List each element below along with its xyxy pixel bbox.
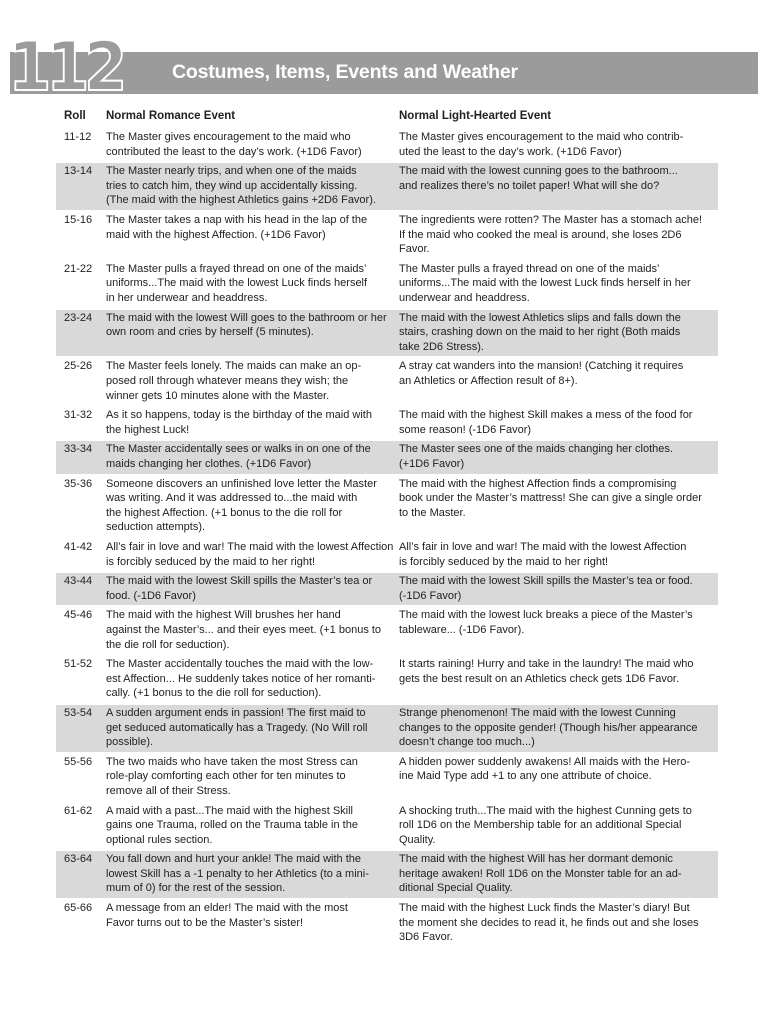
text-line: the highest Affection. (+1 bonus to the die roll for — [106, 506, 343, 519]
romance-event — [106, 359, 361, 403]
roll-range: 21-22 — [64, 262, 93, 275]
text-line: A hidden power suddenly awakens! All maids with the Hero- — [399, 755, 691, 768]
text-line: The Master pulls a frayed thread on one of the maids’ — [106, 262, 367, 275]
roll-range: 63-64 — [64, 853, 93, 866]
roll-range: 35-36 — [64, 477, 93, 490]
text-line: tries to catch him, they wind up accidentally kissing. — [106, 179, 358, 192]
text-line: changes to the opposite gender! (Though his/her appearance — [399, 721, 698, 734]
light-hearted-event — [399, 706, 697, 750]
text-line: The two maids who have taken the most Stress can — [106, 755, 358, 768]
light-hearted-event — [399, 755, 690, 784]
text-line: The maid with the highest Luck finds the Master’s diary! But — [399, 902, 690, 915]
romance-event — [106, 804, 358, 848]
text-line: est Affection... He suddenly takes notice of her romanti- — [106, 672, 376, 685]
table-row — [56, 539, 718, 571]
roll-range: 13-14 — [64, 165, 93, 178]
text-line: against the Master’s... and their eyes meet. (+1 bonus to — [106, 623, 382, 636]
table-row — [56, 607, 718, 654]
text-line: If the maid who cooked the meal is around, she loses 2D6 — [399, 228, 682, 241]
text-line: The Master gives encouragement to the maid who — [106, 131, 351, 143]
text-line: 3D6 Favor. — [399, 931, 453, 944]
text-line: ine Maid Type add +1 to any one attribute of choice. — [399, 770, 652, 783]
text-line: The maid with the highest Affection finds a compromising — [399, 477, 677, 490]
light-hearted-event — [399, 442, 673, 471]
text-line: stairs, crashing down on the maid to her right (Both maids — [399, 326, 681, 339]
text-line: and realizes there’s no toilet paper! What will she do? — [399, 179, 660, 192]
text-line: (The maid with the highest Athletics gains +2D6 Favor). — [106, 194, 376, 207]
text-line: A message from an elder! The maid with the most — [106, 902, 348, 915]
text-line: the moment she decides to read it, he finds out and she loses — [399, 916, 699, 929]
light-hearted-event — [399, 804, 692, 848]
text-line: an Athletics or Affection result of 8+). — [399, 374, 578, 387]
roll-range: 45-46 — [64, 609, 93, 622]
text-line: seduction attempts). — [106, 521, 206, 534]
table-row — [56, 803, 718, 850]
light-hearted-event — [399, 477, 702, 521]
romance-event — [106, 608, 381, 652]
table-row — [56, 129, 718, 161]
table-row — [56, 358, 718, 405]
text-line: ditional Special Quality. — [399, 882, 513, 895]
text-line: All’s fair in love and war! The maid with the lowest Affection — [399, 540, 687, 553]
romance-event — [106, 164, 376, 208]
text-line: roll 1D6 on the Membership table for an additional Special — [399, 819, 682, 832]
text-line: The maid with the lowest luck breaks a piece of the Master’s — [399, 609, 693, 622]
romance-event — [106, 477, 377, 535]
romance-event — [106, 442, 371, 471]
text-line: The Master gives encouragement to the maid who contrib- — [399, 131, 684, 143]
text-line: The maid with the highest Will brushes her hand — [106, 609, 341, 622]
text-line: (+1D6 Favor) — [399, 457, 465, 470]
text-line: winner gets 10 minutes alone with the Master. — [106, 389, 330, 402]
light-hearted-event — [399, 213, 702, 257]
roll-range: 51-52 — [64, 658, 93, 671]
text-line: The Master nearly trips, and when one of the maids — [106, 165, 357, 178]
text-line: The maid with the lowest Athletics slips and falls down the — [399, 311, 681, 324]
romance-event — [106, 540, 393, 569]
text-line: The Master sees one of the maids changing her clothes. — [399, 443, 673, 456]
text-line: Someone discovers an unfinished love letter the Master — [106, 477, 377, 490]
romance-event — [106, 262, 367, 306]
text-line: (-1D6 Favor) — [399, 589, 462, 602]
light-hearted-event — [399, 608, 693, 637]
text-line: The Master accidentally touches the maid with the low- — [106, 658, 374, 671]
table-row — [56, 476, 718, 537]
romance-event — [106, 574, 372, 603]
text-line: cally. (+1 bonus to the die roll for seduction). — [106, 687, 322, 700]
romance-event — [106, 901, 348, 930]
roll-range: 65-66 — [64, 902, 93, 915]
text-line: contributed the least to the day’s work. (+1D6 Favor) — [106, 145, 362, 158]
romance-event — [106, 130, 362, 159]
text-line: The maid with the highest Will has her dormant demonic — [399, 853, 673, 866]
text-line: posed roll through whatever means they wish; the — [106, 374, 349, 387]
text-line: in her underwear and headdress. — [106, 291, 268, 304]
text-line: The maid with the lowest Skill spills the Master’s tea or — [106, 575, 373, 588]
text-line: A shocking truth...The maid with the highest Cunning gets to — [399, 804, 692, 817]
page-title: Costumes, Items, Events and Weather — [172, 61, 518, 83]
column-header-roll: Roll — [64, 110, 86, 122]
romance-event — [106, 311, 387, 340]
table-row — [56, 310, 718, 357]
text-line: gains one Trauma, rolled on the Trauma table in the — [106, 819, 358, 832]
table-row — [56, 851, 718, 898]
column-header-light-hearted: Normal Light-Hearted Event — [399, 110, 552, 122]
roll-range: 61-62 — [64, 804, 93, 817]
light-hearted-event — [399, 164, 678, 193]
text-line: Favor. — [399, 243, 430, 256]
roll-range: 15-16 — [64, 213, 93, 226]
romance-event — [106, 408, 372, 437]
text-line: the die roll for seduction). — [106, 638, 230, 651]
text-line: Quality. — [399, 833, 436, 846]
text-line: get seduced automatically has a Tragedy. (No Will roll — [106, 721, 368, 734]
text-line: The Master accidentally sees or walks in on one of the — [106, 443, 371, 456]
light-hearted-event — [399, 311, 681, 355]
romance-event — [106, 213, 367, 242]
romance-event — [106, 706, 367, 750]
text-line: underwear and headdress. — [399, 291, 530, 304]
text-line: was writing. And it was addressed to...the maid with — [106, 492, 358, 505]
text-line: is forcibly seduced by the maid to her right! — [399, 555, 609, 568]
light-hearted-event — [399, 540, 686, 569]
text-line: tableware... (-1D6 Favor). — [399, 623, 525, 636]
text-line: food. (-1D6 Favor) — [106, 589, 196, 602]
light-hearted-event — [399, 359, 683, 388]
roll-range: 53-54 — [64, 706, 93, 719]
light-hearted-event — [399, 901, 699, 945]
text-line: A sudden argument ends in passion! The first maid to — [106, 706, 366, 719]
text-line: optional rules section. — [106, 833, 213, 846]
light-hearted-event — [399, 574, 693, 603]
table-row — [56, 656, 718, 703]
roll-range: 23-24 — [64, 311, 93, 324]
text-line: You fall down and hurt your ankle! The maid with the — [106, 853, 361, 866]
text-line: doesn’t change too much...) — [399, 736, 535, 749]
roll-range: 43-44 — [64, 575, 93, 588]
table-row — [56, 754, 718, 801]
text-line: take 2D6 Stress). — [399, 340, 484, 353]
text-line: some reason! (-1D6 Favor) — [399, 423, 532, 436]
text-line: book under the Master’s mattress! She can give a single order — [399, 492, 702, 505]
table-row — [56, 163, 718, 210]
text-line: heritage awaken! Roll 1D6 on the Monster table for an ad- — [399, 867, 682, 880]
text-line: uniforms...The maid with the lowest Luck finds herself — [106, 277, 368, 290]
table-row — [56, 407, 718, 439]
text-line: gets the best result on an Athletics check gets 1D6 Favor. — [399, 672, 680, 685]
text-line: Strange phenomenon! The maid with the lowest Cunning — [399, 706, 676, 719]
text-line: The ingredients were rotten? The Master has a stomach ache! — [399, 213, 703, 226]
page-number: 112 — [8, 28, 123, 107]
table-row — [56, 261, 718, 308]
text-line: The maid with the lowest Skill spills the Master’s tea or food. — [399, 575, 693, 588]
text-line: maid with the highest Affection. (+1D6 Favor) — [106, 228, 326, 241]
table-row — [56, 212, 718, 259]
text-line: A maid with a past...The maid with the highest Skill — [106, 804, 354, 817]
text-line: the highest Luck! — [106, 423, 190, 436]
text-line: The Master takes a nap with his head in the lap of the — [106, 213, 368, 226]
text-line: remove all of their Stress. — [106, 784, 231, 797]
text-line: is forcibly seduced by the maid to her right! — [106, 555, 316, 568]
text-line: lowest Skill has a -1 penalty to her Athletics (to a mini- — [106, 867, 369, 880]
table-row — [56, 705, 718, 752]
light-hearted-event — [399, 130, 683, 159]
light-hearted-event — [399, 852, 682, 896]
roll-range: 25-26 — [64, 360, 93, 373]
light-hearted-event — [399, 262, 691, 306]
table-row — [56, 573, 718, 605]
roll-range: 31-32 — [64, 409, 93, 422]
column-header-romance: Normal Romance Event — [106, 110, 236, 122]
text-line: The Master pulls a frayed thread on one of the maids’ — [399, 262, 660, 275]
roll-range: 11-12 — [64, 131, 92, 143]
event-table — [56, 129, 718, 949]
text-line: The maid with the lowest Will goes to the bathroom or her — [106, 311, 387, 324]
table-row — [56, 900, 718, 947]
text-line: possible). — [106, 736, 154, 749]
text-line: The maid with the lowest cunning goes to the bathroom... — [399, 165, 678, 178]
text-line: to the Master. — [399, 506, 466, 519]
light-hearted-event — [399, 657, 694, 686]
text-line: mum of 0) for the rest of the session. — [106, 882, 286, 895]
roll-range: 33-34 — [64, 443, 93, 456]
text-line: It starts raining! Hurry and take in the laundry! The maid who — [399, 658, 694, 671]
table-row — [56, 441, 718, 473]
text-line: Favor turns out to be the Master’s sister! — [106, 916, 304, 929]
roll-range: 41-42 — [64, 540, 93, 553]
text-line: role-play comforting each other for ten minutes to — [106, 770, 346, 783]
light-hearted-event — [399, 408, 692, 437]
text-line: uniforms...The maid with the lowest Luck finds herself in her — [399, 277, 691, 290]
text-line: A stray cat wanders into the mansion! (Catching it requires — [399, 360, 684, 373]
roll-range: 55-56 — [64, 755, 93, 768]
text-line: All’s fair in love and war! The maid with the lowest Affection — [106, 540, 394, 553]
text-line: uted the least to the day’s work. (+1D6 Favor) — [399, 145, 622, 158]
text-line: own room and cries by herself (5 minutes). — [106, 326, 314, 339]
romance-event — [106, 657, 375, 701]
romance-event — [106, 755, 358, 799]
text-line: The Master feels lonely. The maids can make an op- — [106, 360, 362, 373]
text-line: As it so happens, today is the birthday of the maid with — [106, 409, 372, 422]
romance-event — [106, 852, 369, 896]
text-line: maids changing her clothes. (+1D6 Favor) — [106, 457, 312, 470]
text-line: The maid with the highest Skill makes a mess of the food for — [399, 409, 693, 422]
